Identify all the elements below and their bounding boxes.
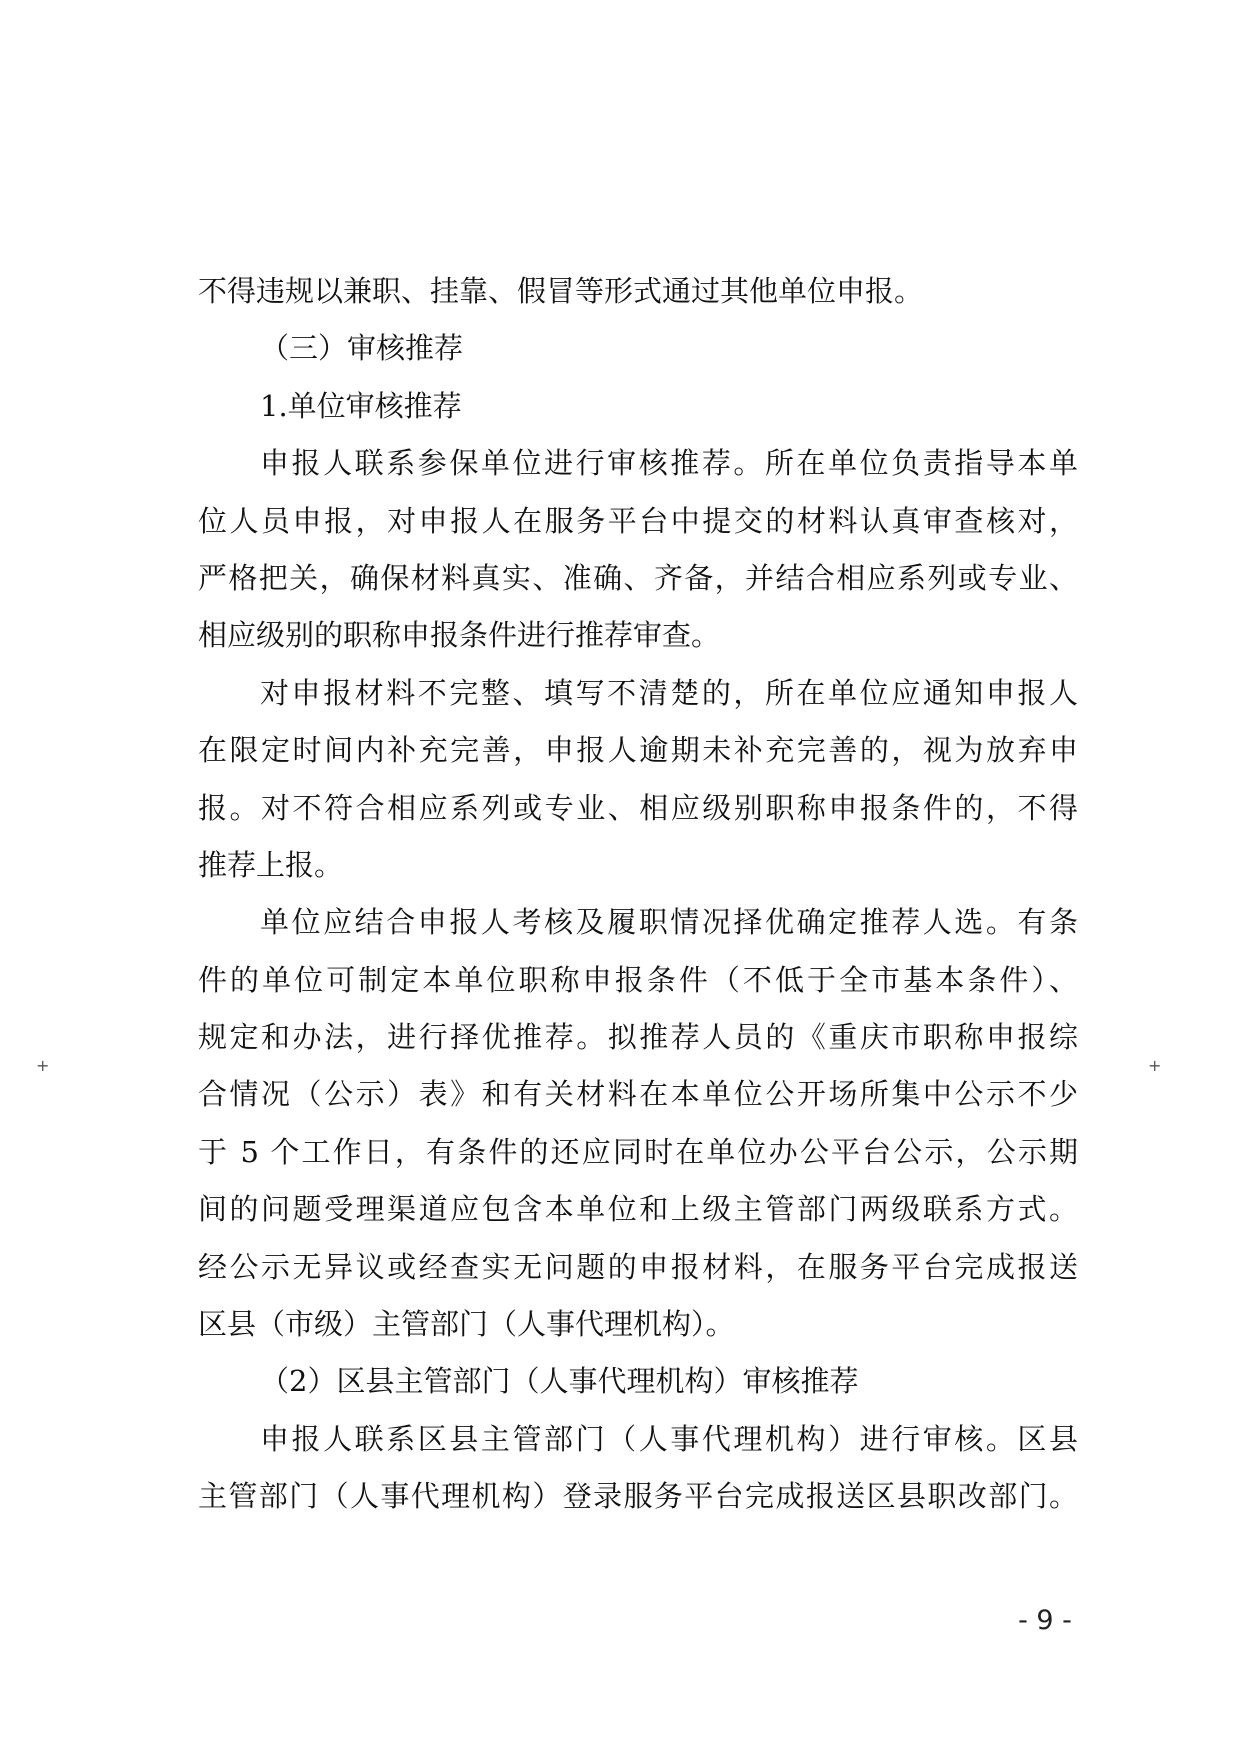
text-line: 1.单位审核推荐 <box>260 388 462 423</box>
text-line: （2）区县主管部门（人事代理机构）审核推荐 <box>260 1364 859 1399</box>
text-line: 相应级别的职称申报条件进行推荐审查。 <box>198 618 721 653</box>
text-line: （三）审核推荐 <box>260 331 464 366</box>
text-line: 位人员申报，对申报人在服务平台中提交的材料认真审查核对， <box>198 503 1078 538</box>
text-line: 经公示无异议或经查实无问题的申报材料，在服务平台完成报送 <box>198 1249 1078 1284</box>
text-line: 不得违规以兼职、挂靠、假冒等形式通过其他单位申报。 <box>198 274 924 308</box>
text-line: 报。对不符合相应系列或专业、相应级别职称申报条件的，不得 <box>198 790 1078 825</box>
document-body <box>198 263 1078 1526</box>
text-line: 单位应结合申报人考核及履职情况择优确定推荐人选。有条 <box>260 905 1078 940</box>
text-line: 在限定时间内补充完善，申报人逾期未补充完善的，视为放弃申 <box>198 733 1078 768</box>
right-binding-mark: + <box>1148 1056 1162 1075</box>
text-line: 合情况（公示）表》和有关材料在本单位公开场所集中公示不少 <box>198 1077 1078 1112</box>
text-line: 严格把关，确保材料真实、准确、齐备，并结合相应系列或专业、 <box>198 560 1078 595</box>
text-line: 件的单位可制定本单位职称申报条件（不低于全市基本条件）、 <box>198 962 1078 997</box>
text-line: 主管部门（人事代理机构）登录服务平台完成报送区县职改部门。 <box>198 1479 1078 1514</box>
text-line: 对申报材料不完整、填写不清楚的，所在单位应通知申报人 <box>260 675 1078 710</box>
text-line: 申报人联系参保单位进行审核推荐。所在单位负责指导本单 <box>260 446 1078 481</box>
text-line: 区县（市级）主管部门（人事代理机构）。 <box>198 1307 735 1342</box>
text-line: 推荐上报。 <box>198 847 344 882</box>
left-binding-mark: + <box>36 1056 50 1075</box>
text-line: 规定和办法，进行择优推荐。拟推荐人员的《重庆市职称申报综 <box>198 1020 1078 1055</box>
text-line: 申报人联系区县主管部门（人事代理机构）进行审核。区县 <box>260 1421 1078 1456</box>
text-line: 间的问题受理渠道应包含本单位和上级主管部门两级联系方式。 <box>198 1192 1078 1227</box>
page-number: - 9 - <box>1018 1605 1072 1636</box>
text-line: 于 5 个工作日，有条件的还应同时在单位办公平台公示，公示期 <box>198 1134 1078 1169</box>
